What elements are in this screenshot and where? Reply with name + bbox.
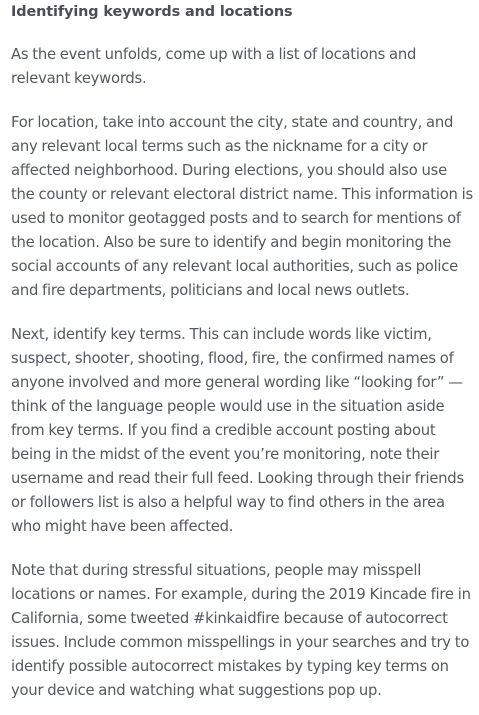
key-terms-paragraph: Next, identify key terms. This can include words like victim, suspect, shooter, shooting, flood, fire, the confirmed names of anyone involved and more general wording like “looking for” — think of the language people would use in the situation aside from key terms. If you find a credible account posting about being in the midst of the event you’re monitoring, note their username and read their full feed. Looking through their friends or followers list is also a helpful way to find others in the area who might have been affected.: [11, 326, 464, 535]
intro-paragraph: As the event unfolds, come up with a list of locations and relevant keywords.: [11, 46, 417, 87]
location-paragraph: For location, take into account the city, state and country, and any relevant local terms such as the nickname for a city or affected neighborhood. During elections, you should also use the county or relevant electoral district name. This information is used to monitor geotagged posts and to search for mentions of the location. Also be sure to identify and begin monitoring the social accounts of any relevant local authorities, such as police and fire departments, politicians and local news outlets.: [11, 114, 473, 299]
section-heading: Identifying keywords and locations: [11, 4, 293, 20]
misspellings-paragraph: Note that during stressful situations, people may misspell locations or names. For example, during the 2019 Kincade fire in California, some tweeted #kinkaidfire because of autocorrect issues. Include common misspellings in your searches and try to identify possible autocorrect mistakes by typing key terms on your device and watching what suggestions pop up.: [11, 562, 471, 699]
